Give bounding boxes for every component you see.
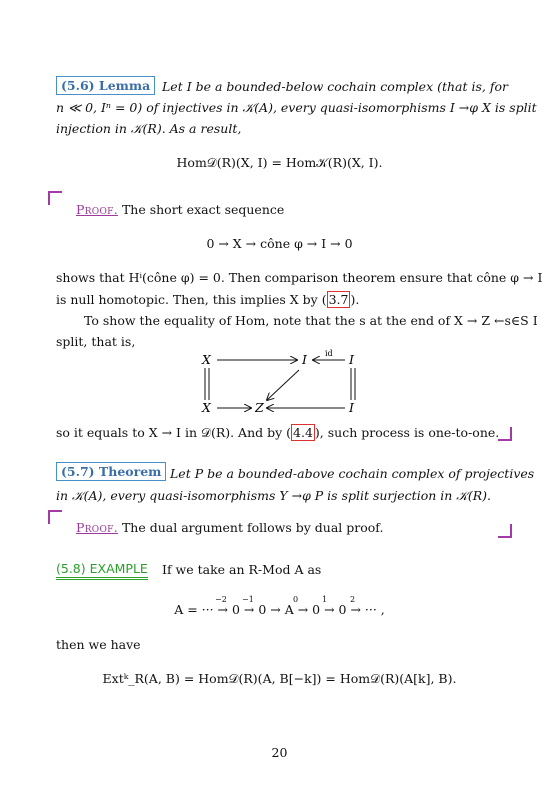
ext-equation: Extᵏ_R(A, B) = Hom𝒟(R)(A, B[−k]) = Hom𝒟(R)(A[k], B). — [102, 671, 457, 686]
example-text-line1: If we take an R-Mod A as — [162, 562, 322, 577]
degree-label: 2 — [350, 595, 356, 604]
lemma-text-line3: injection in 𝒦(R). As a result, — [56, 121, 242, 136]
theorem-label: (5.7) Theorem — [56, 462, 166, 481]
proof-text-line1: The short exact sequence — [121, 202, 285, 217]
proof-text-line5: split, that is, — [56, 334, 136, 349]
degree-label: 1 — [322, 595, 328, 604]
proof2-text: The dual argument follows by dual proof. — [121, 520, 384, 535]
example-text-line2: then we have — [56, 637, 141, 652]
proof-text-line6 — [56, 425, 504, 441]
proof-text-line3 — [56, 292, 504, 307]
diagram-bot-left: X — [202, 400, 211, 415]
degree-label: −1 — [242, 595, 254, 604]
diagram-top-left: X — [202, 352, 211, 367]
example-label: (5.8) EXAMPLE — [56, 561, 148, 580]
theorem-text-line2: in 𝒦(A), every quasi-isomorphisms Y →φ P is split surjection in 𝒦(R). — [56, 488, 492, 503]
proof-2 — [76, 520, 383, 535]
ref-3-7[interactable]: 3.7 — [328, 292, 349, 307]
proof-1 — [76, 202, 284, 217]
proof-end-marker — [498, 427, 512, 441]
lemma-label: (5.6) Lemma — [56, 76, 155, 95]
commutative-diagram — [195, 348, 370, 420]
lemma-text-line2: n ≪ 0, Iⁿ = 0) of injectives in 𝒦(A), every quasi-isomorphisms I →φ X is split — [56, 100, 537, 115]
diagram-bot-mid: Z — [255, 400, 264, 415]
example-equation: A = ··· → 0 → 0 → A → 0 → 0 → ··· , — [174, 602, 385, 617]
exact-sequence: 0 → X → cône φ → I → 0 — [206, 236, 353, 251]
theorem-text-line1: Let P be a bounded-above cochain complex of projectives — [170, 466, 535, 481]
degree-label: −2 — [215, 595, 227, 604]
proof-start-marker — [48, 191, 62, 205]
arrow-diagonal — [267, 370, 299, 400]
proof2-label: Proof. — [76, 520, 118, 535]
proof-text-line3-b: ). — [350, 292, 360, 307]
proof-label: Proof. — [76, 202, 118, 217]
proof-text-line3-a: is null homotopic. Then, this implies X by ( — [56, 292, 327, 307]
proof2-end-marker — [498, 524, 512, 538]
proof2-start-marker — [48, 510, 62, 524]
proof-text-line2: shows that Hⁱ(cône φ) = 0. Then comparison theorem ensure that cône φ → I — [56, 270, 543, 285]
page-number: 20 — [271, 745, 288, 760]
diagram-top-right: I — [349, 352, 354, 367]
proof-text-line6-b: ), such process is one-to-one. — [314, 425, 500, 440]
ref-4-4[interactable]: 4.4 — [293, 425, 313, 440]
diagram-id-label: id — [325, 349, 333, 358]
proof-text-line6-a: so it equals to X → I in 𝒟(R). And by ( — [56, 425, 292, 440]
diagram-top-mid: I — [302, 352, 307, 367]
diagram-bot-right: I — [349, 400, 354, 415]
degree-label: 0 — [293, 595, 299, 604]
lemma-text-line1: Let I be a bounded-below cochain complex (that is, for — [162, 79, 508, 94]
lemma-equation: Hom𝒟(R)(X, I) = Hom𝒦(R)(X, I). — [176, 155, 383, 170]
proof-text-line4: To show the equality of Hom, note that the s at the end of X → Z ←s∈S I — [84, 313, 538, 328]
